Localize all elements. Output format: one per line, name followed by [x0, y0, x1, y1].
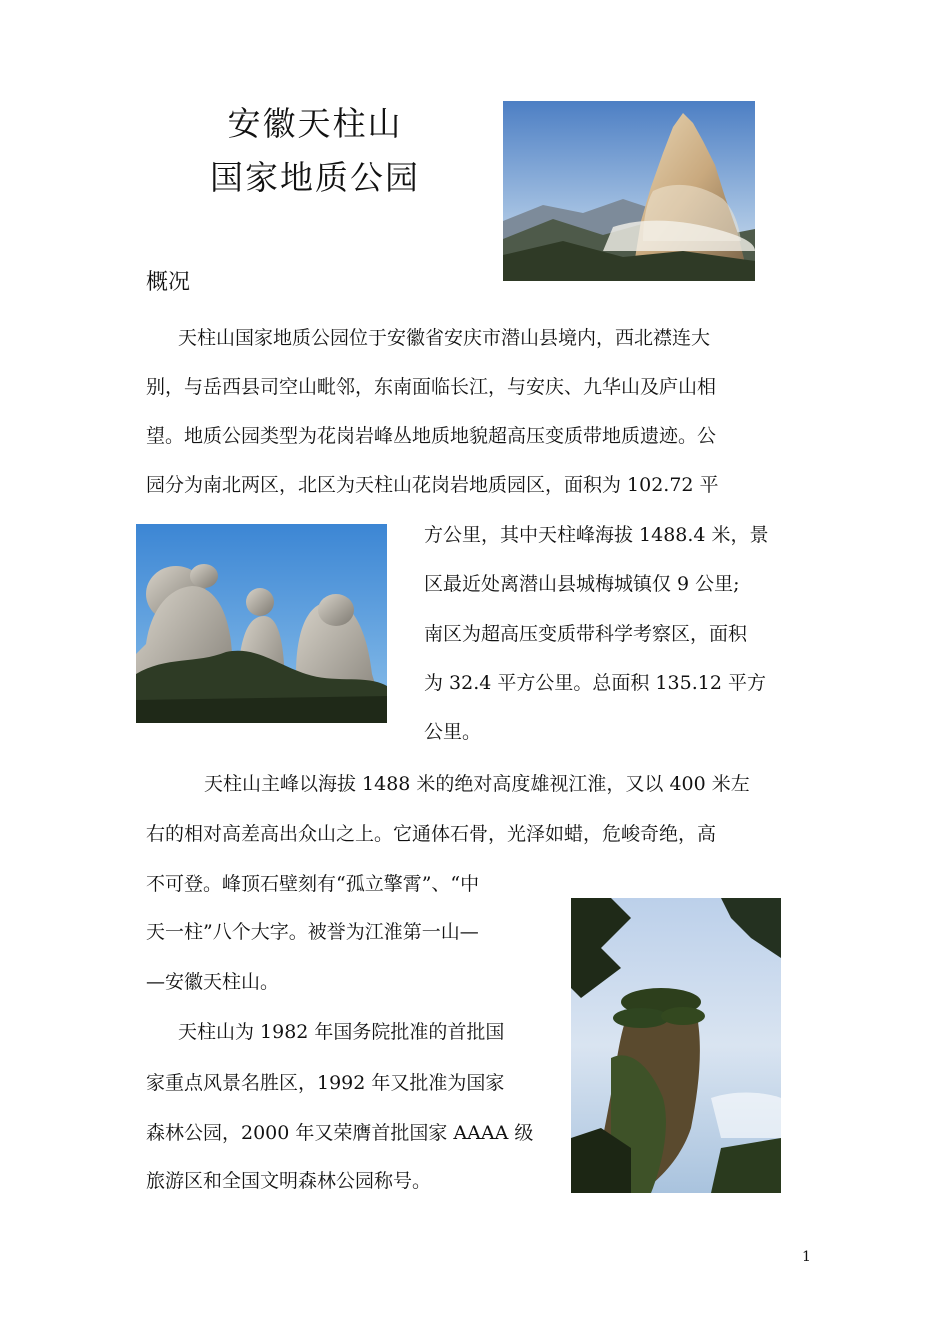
paragraph-2-line: 不可登。峰顶石壁刻有“孤立擎霄”、“中 — [146, 873, 480, 895]
paragraph-1-line: 别，与岳西县司空山毗邻，东南面临长江，与安庆、九华山及庐山相 — [146, 376, 717, 398]
paragraph-2-line: 右的相对高差高出众山之上。它通体石骨，光泽如蜡，危峻奇绝，高 — [146, 823, 717, 845]
section-heading-overview: 概况 — [146, 270, 191, 295]
document-title-line-1: 安徽天柱山 — [227, 104, 403, 143]
paragraph-1-line: 为 32.4 平方公里。总面积 135.12 平方 — [424, 672, 766, 694]
pine-cliff-photo — [571, 898, 781, 1193]
paragraph-1-line: 公里。 — [424, 721, 482, 743]
page-number: 1 — [802, 1249, 811, 1265]
paragraph-3-line: 森林公园，2000 年又荣膺首批国家 AAAA 级 — [146, 1122, 534, 1144]
tianzhu-peak-photo — [503, 101, 755, 281]
paragraph-1-line: 望。地质公园类型为花岗岩峰丛地质地貌超高压变质带地质遗迹。公 — [146, 425, 717, 447]
paragraph-2-line: —安徽天柱山。 — [146, 971, 280, 993]
paragraph-1-line: 天柱山国家地质公园位于安徽省安庆市潜山县境内，西北襟连大 — [178, 327, 711, 349]
paragraph-2-line: 天一柱”八个大字。被誉为江淮第一山— — [146, 921, 479, 943]
paragraph-3-line: 家重点风景名胜区，1992 年又批准为国家 — [146, 1072, 505, 1094]
paragraph-3-line: 天柱山为 1982 年国务院批准的首批国 — [178, 1021, 505, 1043]
paragraph-1-line: 区最近处离潜山县城梅城镇仅 9 公里; — [424, 573, 740, 595]
paragraph-1-line: 园分为南北两区，北区为天柱山花岗岩地质园区，面积为 102.72 平 — [146, 474, 719, 496]
paragraph-3-line: 旅游区和全国文明森林公园称号。 — [146, 1170, 432, 1192]
granite-rocks-photo — [136, 524, 387, 723]
paragraph-1-line: 南区为超高压变质带科学考察区，面积 — [424, 623, 748, 645]
document-title-line-2: 国家地质公园 — [210, 158, 420, 197]
paragraph-1-line: 方公里，其中天柱峰海拔 1488.4 米，景 — [424, 524, 769, 546]
paragraph-2-line: 天柱山主峰以海拔 1488 米的绝对高度雄视江淮，又以 400 米左 — [204, 773, 750, 795]
